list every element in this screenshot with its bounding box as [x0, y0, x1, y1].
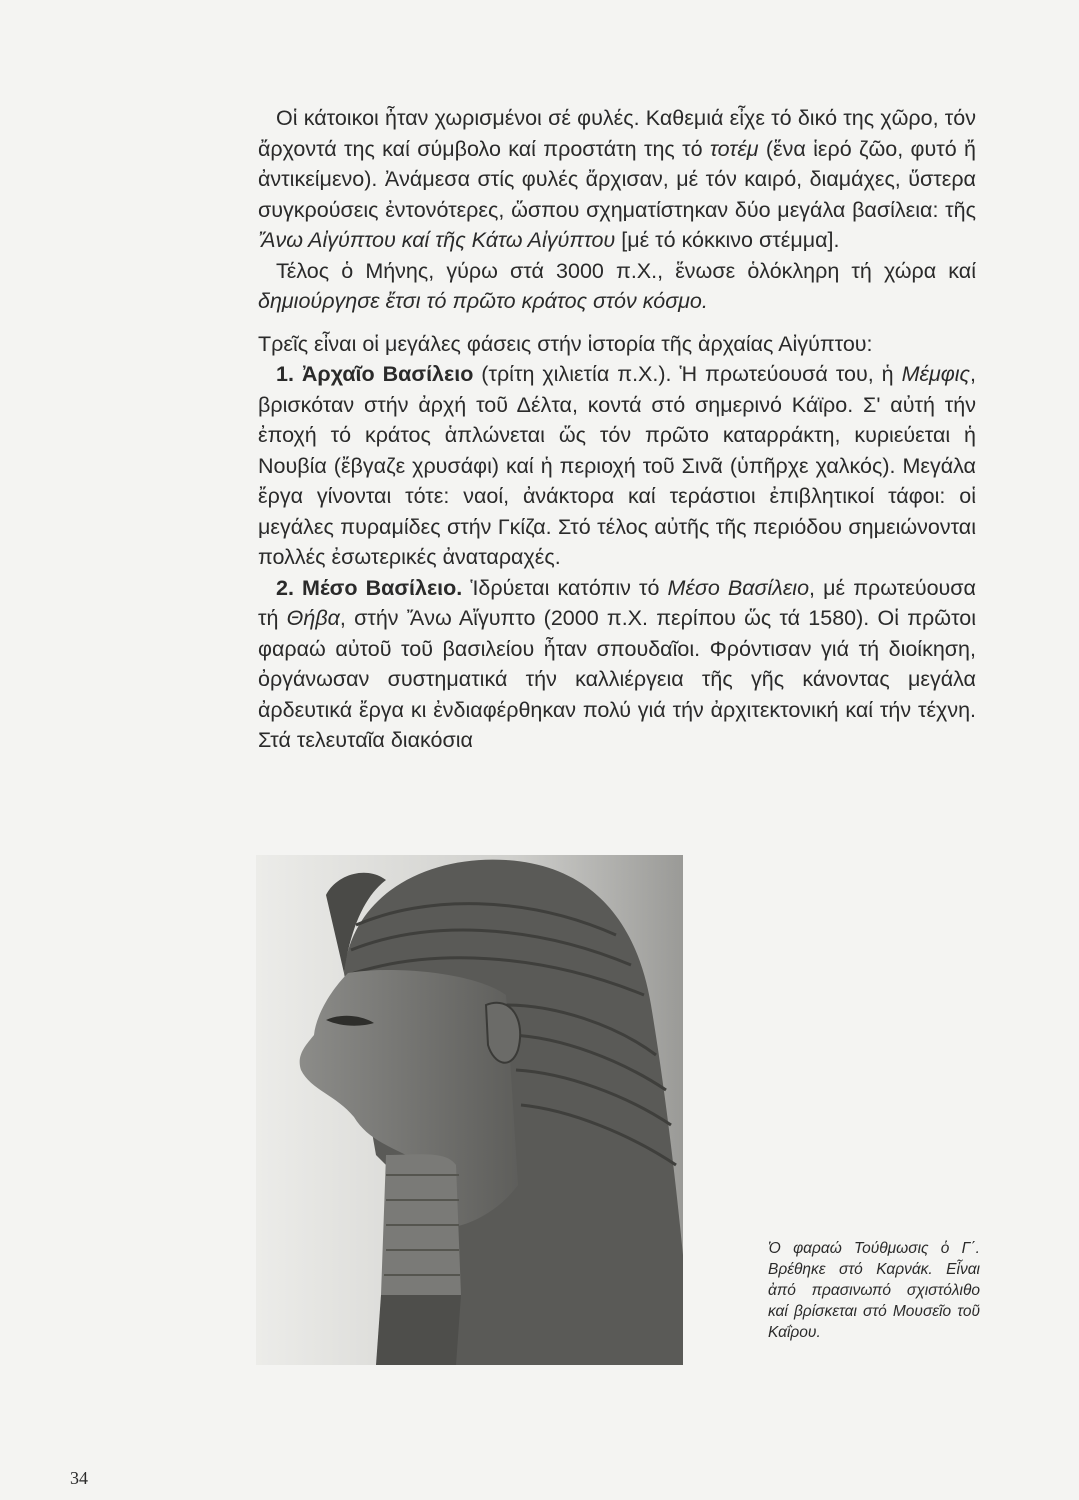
term-totem: τοτέμ — [709, 136, 759, 161]
section-heading: 2. Μέσο Βασίλειο. — [276, 575, 463, 600]
text-run: Οἱ κάτοικοι ἦταν χωρισμένοι σέ φυλές. Καθεμιά εἶχε τό δικό της χῶρο, τόν ἄρχοντά της καί σύμβολο καί προστάτη της τό — [258, 106, 976, 161]
term-kingdoms: Ἄνω Αἰγύπτου καί τῆς Κάτω Αἰγύπτου — [258, 228, 616, 252]
text-run: (τρίτη χιλιετία π.Χ.). Ἡ πρωτεύουσά του, ἡ — [473, 362, 902, 386]
term-middle-kingdom: Μέσο Βασίλειο — [667, 575, 810, 600]
paragraph-menes — [258, 256, 976, 317]
page-number: 34 — [70, 1468, 88, 1488]
statue-base — [376, 1295, 461, 1365]
text-run: , βρισκόταν στήν ἀρχή τοῦ Δέλτα, κοντά στό σημερινό Κάϊρο. Σ' αὐτή τήν ἐποχή τό κράτος ἁπλώνεται ὥς τόν πρῶτο καταρράκτη, κυριεύεται ἡ Νουβία (ἔβγαζε χρυσάφι) καί ἡ περιοχή τοῦ Σινᾶ (ὑπῆρχε χαλκός). Μεγάλα ἔργα γίνονται τότε: ναοί, ἀνάκτορα καί τεράστιοι ἐπιβλητικοί τάφοι: οἱ μεγάλες πυραμίδες στήν Γκίζα. Στό τέλος αὐτῆς τῆς περιόδου σημειώνονται πολλές ἐσωτερικές ἀναταραχές. — [258, 362, 976, 569]
text-run: Τέλος ὁ Μήνης, γύρω στά 3000 π.Χ., ἕνωσε ὁλόκληρη τή χώρα καί — [276, 258, 976, 283]
term-thebes: Θήβα — [286, 606, 340, 630]
emphasis-first-state: δημιούργησε ἔτσι τό πρῶτο κράτος στόν κόσμο. — [258, 289, 708, 313]
text-run: (ἕνα ἱερό ζῶο, φυτό ἤ ἀντικείμενο). Ἀνάμεσα στίς φυλές ἄρχισαν, μέ τόν καιρό, διαμάχες, ὕστερα συγκρούσεις ἐντονότερες, ὥσπου σχηματίστηκαν δύο μεγάλα βασίλεια: τῆς — [258, 136, 976, 222]
section-heading: 1. Ἀρχαῖο Βασίλειο — [276, 362, 474, 386]
statue-illustration — [256, 855, 683, 1365]
section-middle-kingdom — [258, 573, 976, 756]
section-old-kingdom — [258, 359, 976, 573]
false-beard — [381, 1154, 461, 1302]
term-memphis: Μέμφις — [901, 362, 971, 386]
pharaoh-statue-photo — [256, 855, 683, 1365]
text-run: [μέ τό κόκκινο στέμμα]. — [615, 228, 840, 252]
photo-caption: Ὁ φαραώ Τούθμωσις ὁ Γ΄. Βρέθηκε στό Καρνάκ. Εἶναι ἀπό πρασινωπό σχιστόλιθο καί βρίσκεται στό Μουσεῖο τοῦ Καΐρου. — [768, 1240, 980, 1341]
text-run: , στήν Ἄνω Αἴγυπτο (2000 π.Χ. περίπου ὥς τά 1580). Οἱ πρῶτοι φαραώ αὐτοῦ τοῦ βασιλείου ἦταν σπουδαῖοι. Φρόντισαν γιά τή διοίκηση, ὀργάνωσαν συστηματικά τήν καλλιέργεια τῆς γῆς κάνοντας μεγάλα ἀρδευτικά ἔργα κι ἐνδιαφέρθηκαν πολύ γιά τήν ἀρχιτεκτονική καί τήν τέχνη. Στά τελευταῖα διακόσια — [258, 606, 976, 752]
ear — [486, 1003, 520, 1063]
paragraph-tribes — [258, 103, 976, 256]
text-run: Τρεῖς εἶναι οἱ μεγάλες φάσεις στήν ἱστορία τῆς ἀρχαίας Αἰγύπτου: — [258, 331, 873, 356]
text-run: , μέ πρωτεύουσα τή — [258, 575, 976, 630]
text-run: Ἱδρύεται κατόπιν τό — [462, 575, 668, 600]
paragraph-phases — [258, 329, 976, 360]
article-text — [258, 103, 976, 756]
